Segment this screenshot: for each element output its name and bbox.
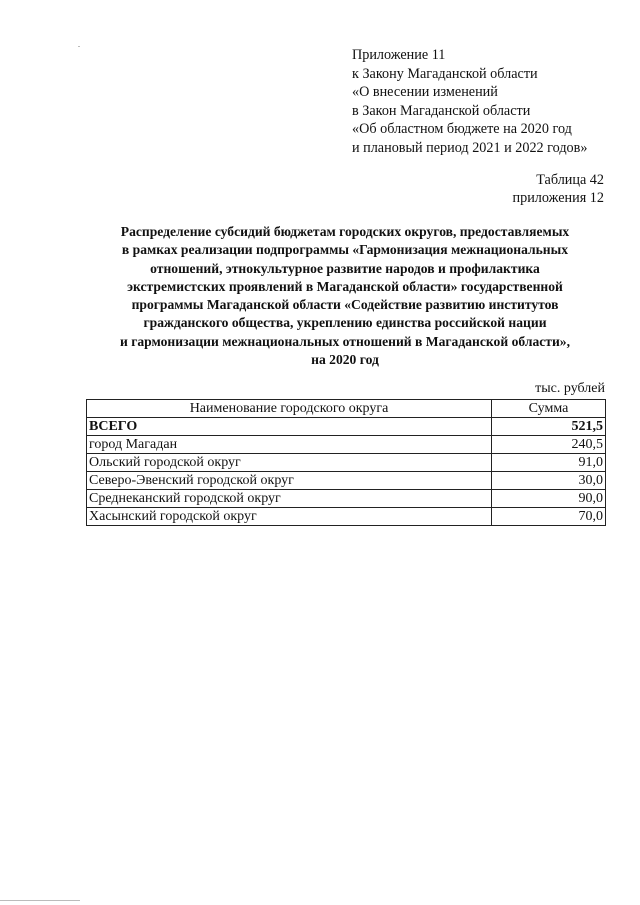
column-header-sum: Сумма — [492, 400, 606, 418]
title-line: на 2020 год — [311, 352, 379, 368]
district-sum: 90,0 — [492, 490, 606, 508]
title-line: отношений, этнокультурное развитие народов и профилактика — [150, 260, 540, 276]
scan-speck — [78, 46, 80, 47]
district-name: Ольский городской округ — [87, 454, 492, 472]
title-line: гражданского общества, укреплению единства российской нации — [143, 315, 547, 331]
district-sum: 30,0 — [492, 472, 606, 490]
table-header-row — [87, 400, 606, 418]
column-header-district: Наименование городского округа — [87, 400, 492, 418]
annex-line: «Об областном бюджете на 2020 год — [352, 121, 572, 138]
currency-unit: тыс. рублей — [535, 381, 605, 396]
annex-line: «О внесении изменений — [352, 84, 498, 101]
district-name: Хасынский городской округ — [87, 508, 492, 526]
total-label: ВСЕГО — [87, 418, 492, 436]
appendix-number: приложения 12 — [512, 190, 604, 206]
district-name: Среднеканский городской округ — [87, 490, 492, 508]
district-sum: 240,5 — [492, 436, 606, 454]
table-row — [87, 436, 606, 454]
district-name: город Магадан — [87, 436, 492, 454]
annex-line: и плановый период 2021 и 2022 годов» — [352, 139, 588, 156]
table-reference — [513, 171, 604, 207]
annex-line: в Закон Магаданской области — [352, 102, 531, 119]
district-sum: 70,0 — [492, 508, 606, 526]
title-line: и гармонизации межнациональных отношений в Магаданской области», — [119, 333, 570, 349]
total-sum: 521,5 — [492, 418, 606, 436]
table-row-total — [87, 418, 606, 436]
document-title — [70, 223, 620, 369]
table-row — [87, 508, 606, 526]
table-number: Таблица 42 — [536, 172, 604, 188]
subsidy-table — [86, 399, 606, 526]
annex-reference — [352, 46, 587, 158]
annex-line: Приложение 11 — [352, 47, 446, 63]
district-name: Северо-Эвенский городской округ — [87, 472, 492, 490]
scan-edge-line — [0, 900, 80, 901]
annex-line: к Закону Магаданской области — [352, 65, 538, 82]
title-line: в рамках реализации подпрограммы «Гармонизация межнациональных — [121, 242, 569, 258]
title-line: экстремистских проявлений в Магаданской области» государственной — [127, 278, 563, 294]
district-sum: 91,0 — [492, 454, 606, 472]
table-row — [87, 490, 606, 508]
title-line: программы Магаданской области «Содействие развитию институтов — [131, 297, 559, 313]
title-line: Распределение субсидий бюджетам городских округов, предоставляемых — [120, 224, 570, 239]
table-row — [87, 472, 606, 490]
table-row — [87, 454, 606, 472]
